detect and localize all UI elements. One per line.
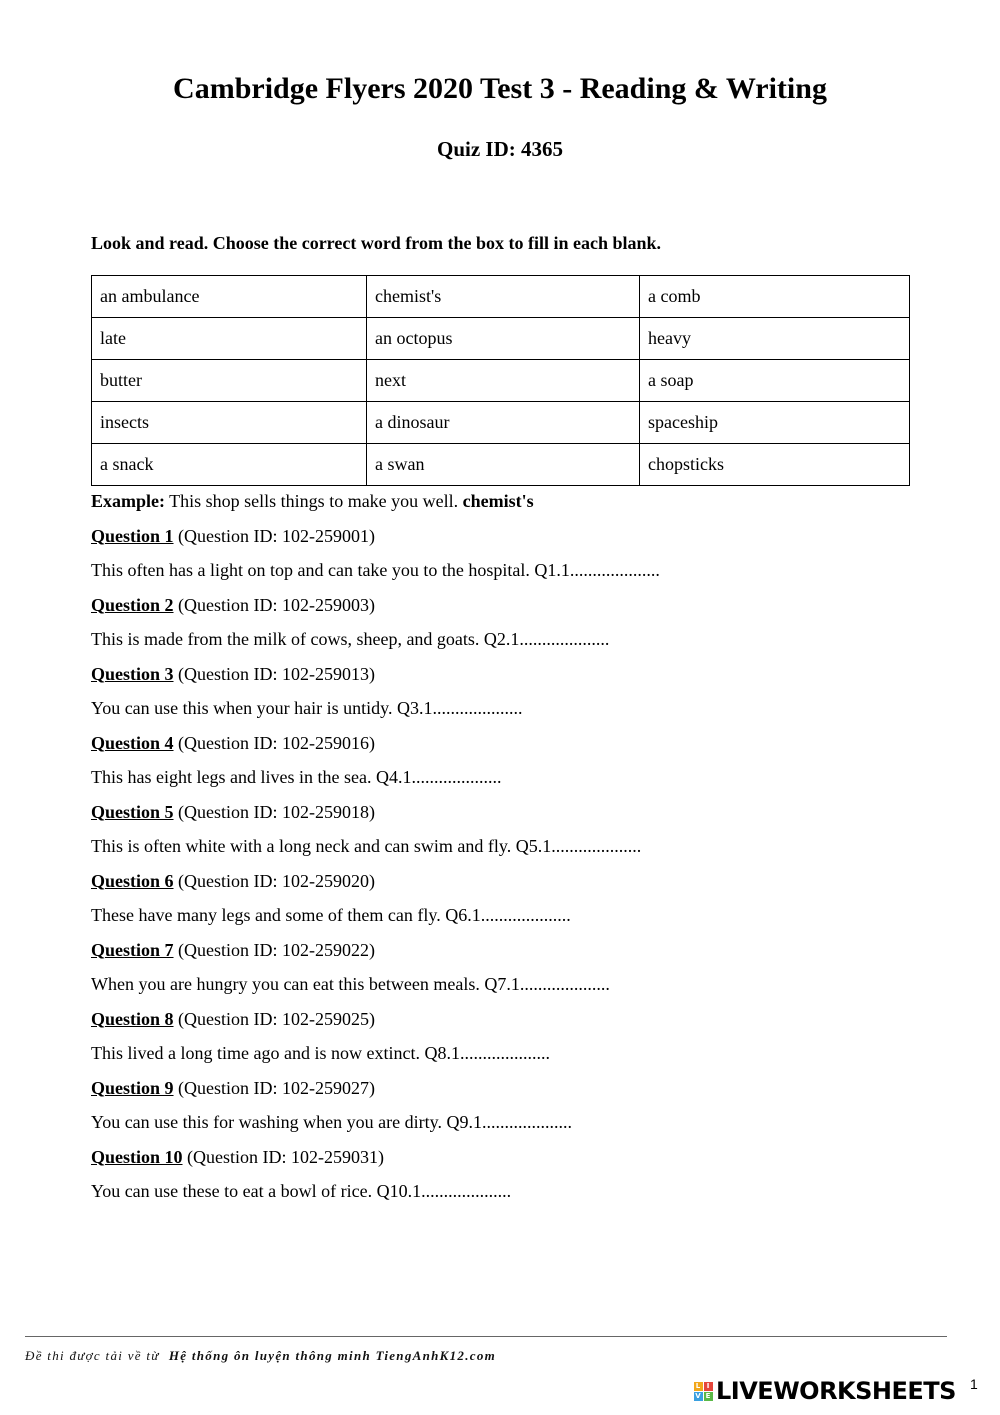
quiz-id: Quiz ID: 4365 <box>437 137 563 161</box>
question-id: (Question ID: 102-259020) <box>173 870 375 891</box>
question-heading <box>91 797 941 832</box>
word-box-cell: heavy <box>640 318 910 360</box>
word-box-row <box>92 360 910 402</box>
question-text: This is made from the milk of cows, sheep, and goats. Q2.1.................... <box>91 629 610 649</box>
question-text: You can use this when your hair is untidy. Q3.1.................... <box>91 698 523 718</box>
question-heading <box>91 866 941 901</box>
question-label: Question 7 <box>91 939 174 960</box>
question-text: You can use these to eat a bowl of rice. Q10.1.................... <box>91 1181 512 1201</box>
word-box-table <box>91 275 910 486</box>
question-label: Question 5 <box>91 801 174 822</box>
word-box-cell: a snack <box>92 444 367 486</box>
footer-divider <box>25 1336 947 1337</box>
question-id: (Question ID: 102-259022) <box>173 939 375 960</box>
brand-name: LIVEWORKSHEETS <box>716 1377 956 1405</box>
word-box-cell: a soap <box>640 360 910 402</box>
question-label: Question 8 <box>91 1008 174 1029</box>
question-id: (Question ID: 102-259031) <box>182 1146 384 1167</box>
word-box-cell: chopsticks <box>640 444 910 486</box>
word-box-row <box>92 444 910 486</box>
question-id: (Question ID: 102-259013) <box>173 663 375 684</box>
question-text: This is often white with a long neck and can swim and fly. Q5.1.................... <box>91 836 642 856</box>
question-id: (Question ID: 102-259027) <box>173 1077 375 1098</box>
question-label: Question 6 <box>91 870 174 891</box>
question-text: This lived a long time ago and is now extinct. Q8.1.................... <box>91 1043 550 1063</box>
question-list <box>91 521 941 1211</box>
question-text: When you are hungry you can eat this between meals. Q7.1.................... <box>91 974 610 994</box>
question-label: Question 1 <box>91 525 174 546</box>
page-number: 1 <box>970 1376 978 1392</box>
question-label: Question 9 <box>91 1077 174 1098</box>
question-heading <box>91 1004 941 1039</box>
question-text: This often has a light on top and can take you to the hospital. Q1.1.................... <box>91 560 660 580</box>
page-title: Cambridge Flyers 2020 Test 3 - Reading & Writing <box>173 72 827 105</box>
instruction-text: Look and read. Choose the correct word from the box to fill in each blank. <box>91 233 661 253</box>
example-text: This shop sells things to make you well. <box>165 491 463 511</box>
word-box-row <box>92 402 910 444</box>
word-box-cell: butter <box>92 360 367 402</box>
question-text: This has eight legs and lives in the sea. Q4.1.................... <box>91 767 502 787</box>
example-answer: chemist's <box>462 491 534 511</box>
question-heading <box>91 935 941 970</box>
question-heading <box>91 1142 941 1177</box>
question-heading <box>91 1073 941 1108</box>
question-heading <box>91 659 941 694</box>
footer-site: Hệ thống ôn luyện thông minh TiengAnhK12.com <box>168 1348 497 1363</box>
question-id: (Question ID: 102-259025) <box>173 1008 375 1029</box>
logo-tile-e: E <box>704 1392 713 1401</box>
word-box-cell: next <box>367 360 640 402</box>
word-box-row <box>92 318 910 360</box>
logo-tile-v: V <box>695 1391 701 1400</box>
word-box-cell: late <box>92 318 367 360</box>
question-text: These have many legs and some of them can fly. Q6.1.................... <box>91 905 571 925</box>
question-label: Question 10 <box>91 1146 183 1167</box>
word-box-cell: a swan <box>367 444 640 486</box>
question-id: (Question ID: 102-259001) <box>173 525 375 546</box>
question-label: Question 4 <box>91 732 174 753</box>
question-label: Question 2 <box>91 594 174 615</box>
word-box-cell: a comb <box>640 276 910 318</box>
liveworksheets-brand <box>693 1376 956 1406</box>
word-box-row <box>92 276 910 318</box>
question-heading <box>91 521 941 556</box>
questions-section <box>91 486 941 1211</box>
example-label: Example: <box>91 491 165 511</box>
question-id: (Question ID: 102-259003) <box>173 594 375 615</box>
question-text: You can use this for washing when you are dirty. Q9.1.................... <box>91 1112 572 1132</box>
question-heading <box>91 728 941 763</box>
example-line <box>91 486 941 521</box>
liveworksheets-logo-icon <box>693 1381 713 1401</box>
footer-source <box>25 1348 496 1364</box>
word-box-cell: a dinosaur <box>367 402 640 444</box>
word-box-cell: chemist's <box>367 276 640 318</box>
word-box-cell: spaceship <box>640 402 910 444</box>
logo-tile-i: I <box>704 1382 713 1391</box>
word-box-cell: an ambulance <box>92 276 367 318</box>
question-label: Question 3 <box>91 663 174 684</box>
logo-tile-l: L <box>694 1382 703 1391</box>
word-box-cell: insects <box>92 402 367 444</box>
footer-prefix: Đề thi được tải về từ <box>25 1348 160 1363</box>
question-id: (Question ID: 102-259018) <box>173 801 375 822</box>
word-box-cell: an octopus <box>367 318 640 360</box>
question-heading <box>91 590 941 625</box>
question-id: (Question ID: 102-259016) <box>173 732 375 753</box>
